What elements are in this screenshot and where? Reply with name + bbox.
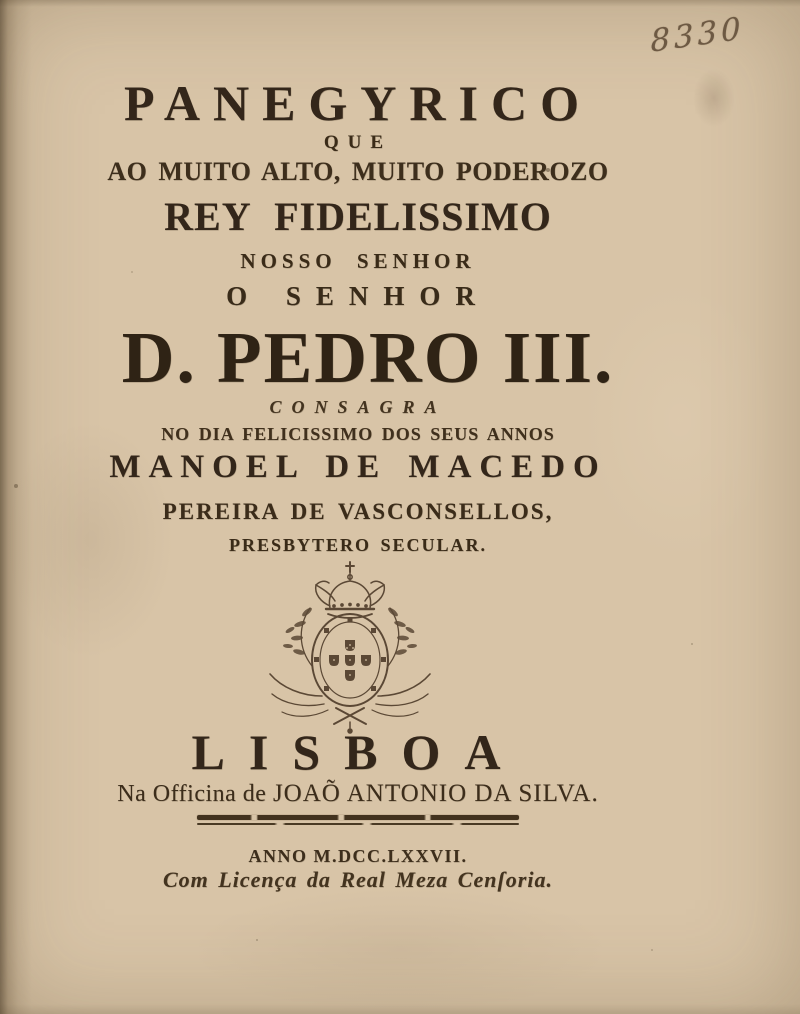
double-rule-ornament [197, 815, 519, 827]
dedication-line: AO MUITO ALTO, MUITO PODEROZO [107, 157, 609, 186]
nosso-senhor-line: NOSSO SENHOR [240, 249, 476, 273]
shelf-number-handwritten: 8330 [649, 10, 746, 60]
imprint-printer-line [0, 781, 716, 806]
author-title-line: PRESBYTERO SECULAR. [228, 535, 488, 555]
occasion-line: NO DIA FELICISSIMO DOS SEUS ANNOS [161, 424, 555, 444]
imprint-license: Com Licença da Real Meza Cenſoria. [163, 867, 553, 892]
royal-coat-of-arms-emblem [250, 556, 450, 736]
imprint-year: ANNO M.DCC.LXXVII. [248, 846, 468, 866]
paper-speck [546, 168, 550, 172]
imprint-city: LISBOA [191, 724, 525, 780]
rule-thin-line [197, 823, 519, 825]
author-name-line: MANOEL DE MACEDO [109, 449, 607, 485]
king-name-line: D. PEDRO III. [121, 317, 615, 398]
main-title: PANEGYRICO [124, 75, 592, 131]
consagra-line: CONSAGRA [269, 397, 447, 417]
o-senhor-line: O SENHOR [226, 281, 490, 311]
que-line: QUE [323, 132, 393, 153]
printer-name: JOAÕ ANTONIO DA SILVA. [272, 780, 599, 807]
printer-prefix: Na Officina de [117, 781, 273, 807]
author-surname-line: PEREIRA DE VASCONSELLOS, [162, 499, 554, 524]
rule-thick-line [197, 815, 519, 820]
rey-fidelissimo-line: REY FIDELISSIMO [164, 194, 552, 239]
